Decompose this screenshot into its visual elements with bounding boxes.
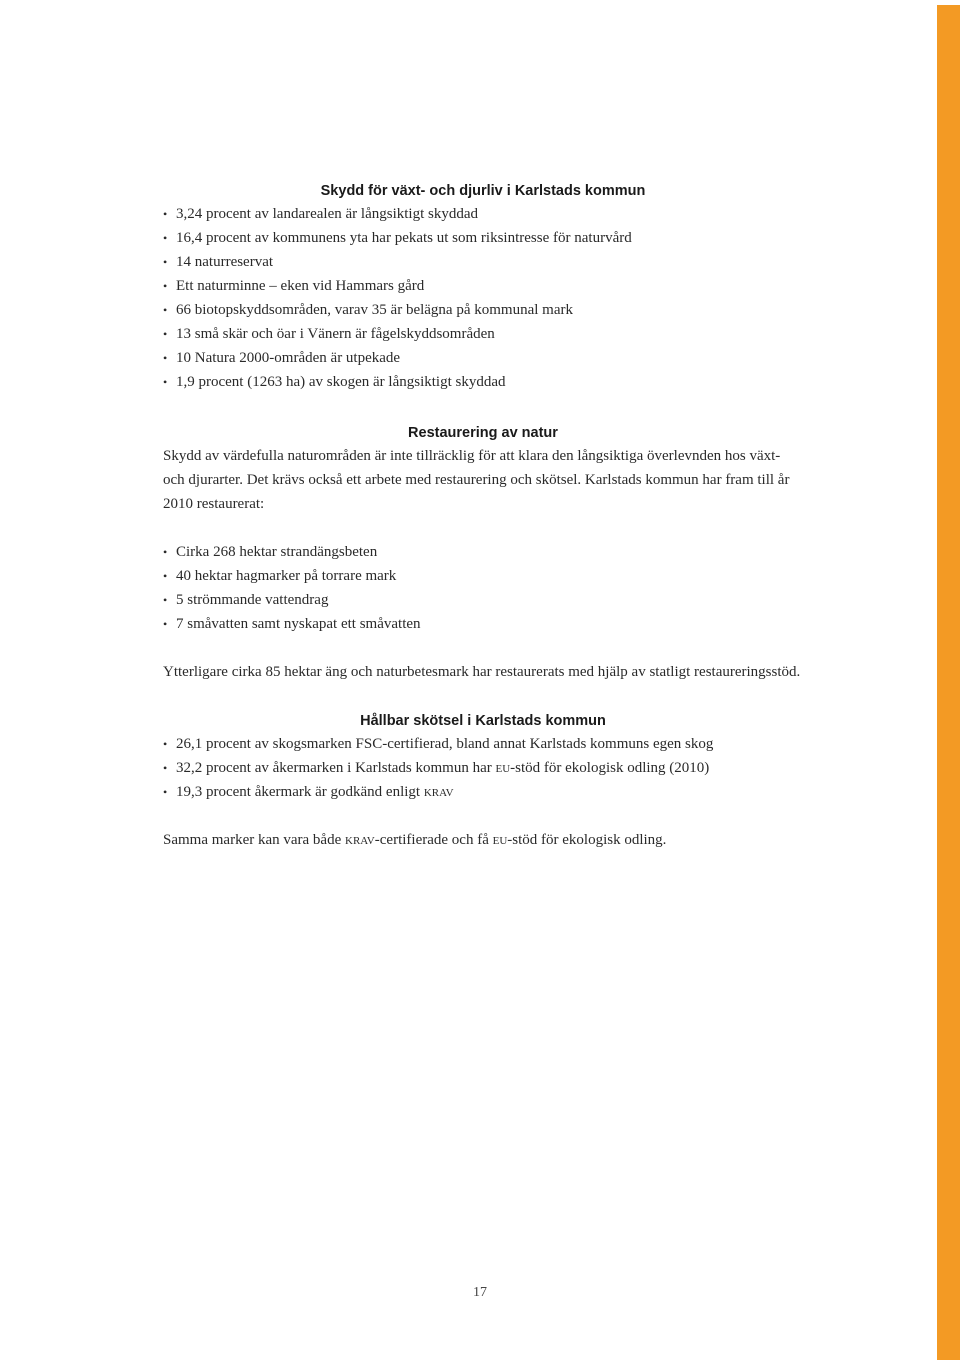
spacer	[163, 684, 803, 706]
list-item: • 13 små skär och öar i Vänern är fågelskyddsområden	[163, 322, 803, 346]
spacer	[163, 804, 803, 828]
document-body	[163, 176, 803, 852]
bullet-icon: •	[163, 761, 168, 775]
section-heading-restaurering: Restaurering av natur	[408, 425, 558, 441]
bullet-icon: •	[163, 303, 168, 317]
section-heading-skydd: Skydd för växt- och djurliv i Karlstads kommun	[320, 183, 646, 199]
hallbar-list	[163, 732, 803, 804]
bullet-icon: •	[163, 375, 168, 389]
bullet-icon: •	[163, 255, 168, 269]
list-item: • Cirka 268 hektar strandängsbeten	[163, 540, 803, 564]
bullet-icon: •	[163, 593, 168, 607]
hallbar-closing: Samma marker kan vara både krav-certifierade och få eu-stöd för ekologisk odling.	[163, 832, 667, 848]
bullet-icon: •	[163, 207, 168, 221]
restaurering-intro: Skydd av värdefulla naturområden är inte tillräcklig för att klara den långsiktiga överlevnden hos växt- och djurarter. Det krävs också ett arbete med restaurering och skötsel. Karlstads kommun har fram till år 2010 restaurerat:	[163, 448, 790, 512]
list-item: • Ett naturminne – eken vid Hammars gård	[163, 274, 803, 298]
list-item: • 26,1 procent av skogsmarken FSC-certifierad, bland annat Karlstads kommuns egen skog	[163, 732, 803, 756]
list-item: • 19,3 procent åkermark är godkänd enligt krav	[163, 780, 803, 804]
bullet-icon: •	[163, 569, 168, 583]
bullet-icon: •	[163, 279, 168, 293]
bullet-icon: •	[163, 327, 168, 341]
page-number: 17	[473, 1285, 487, 1300]
list-item: • 10 Natura 2000-områden är utpekade	[163, 346, 803, 370]
krav-abbr: krav	[423, 784, 454, 800]
skydd-list	[163, 202, 803, 394]
spacer	[163, 636, 803, 660]
spacer	[163, 394, 803, 418]
accent-bar	[937, 5, 960, 1360]
list-item: • 66 biotopskyddsområden, varav 35 är belägna på kommunal mark	[163, 298, 803, 322]
section-heading-hallbar: Hållbar skötsel i Karlstads kommun	[360, 713, 606, 729]
list-item: • 3,24 procent av landarealen är långsiktigt skyddad	[163, 202, 803, 226]
list-item: • 14 naturreservat	[163, 250, 803, 274]
spacer	[163, 516, 803, 540]
list-item: • 32,2 procent av åkermarken i Karlstads kommun har eu-stöd för ekologisk odling (2010)	[163, 756, 803, 780]
bullet-icon: •	[163, 231, 168, 245]
bullet-icon: •	[163, 617, 168, 631]
restaurering-list	[163, 540, 803, 636]
eu-abbr: eu	[495, 760, 511, 776]
restaurering-outro: Ytterligare cirka 85 hektar äng och naturbetesmark har restaurerats med hjälp av statligt restaureringsstöd.	[163, 664, 801, 680]
list-item: • 7 småvatten samt nyskapat ett småvatten	[163, 612, 803, 636]
bullet-icon: •	[163, 737, 168, 751]
krav-abbr: krav	[345, 832, 375, 848]
bullet-icon: •	[163, 351, 168, 365]
list-item: • 1,9 procent (1263 ha) av skogen är långsiktigt skyddad	[163, 370, 803, 394]
eu-abbr: eu	[492, 832, 508, 848]
list-item: • 40 hektar hagmarker på torrare mark	[163, 564, 803, 588]
list-item: • 5 strömmande vattendrag	[163, 588, 803, 612]
bullet-icon: •	[163, 785, 168, 799]
list-item: • 16,4 procent av kommunens yta har pekats ut som riksintresse för naturvård	[163, 226, 803, 250]
bullet-icon: •	[163, 545, 168, 559]
